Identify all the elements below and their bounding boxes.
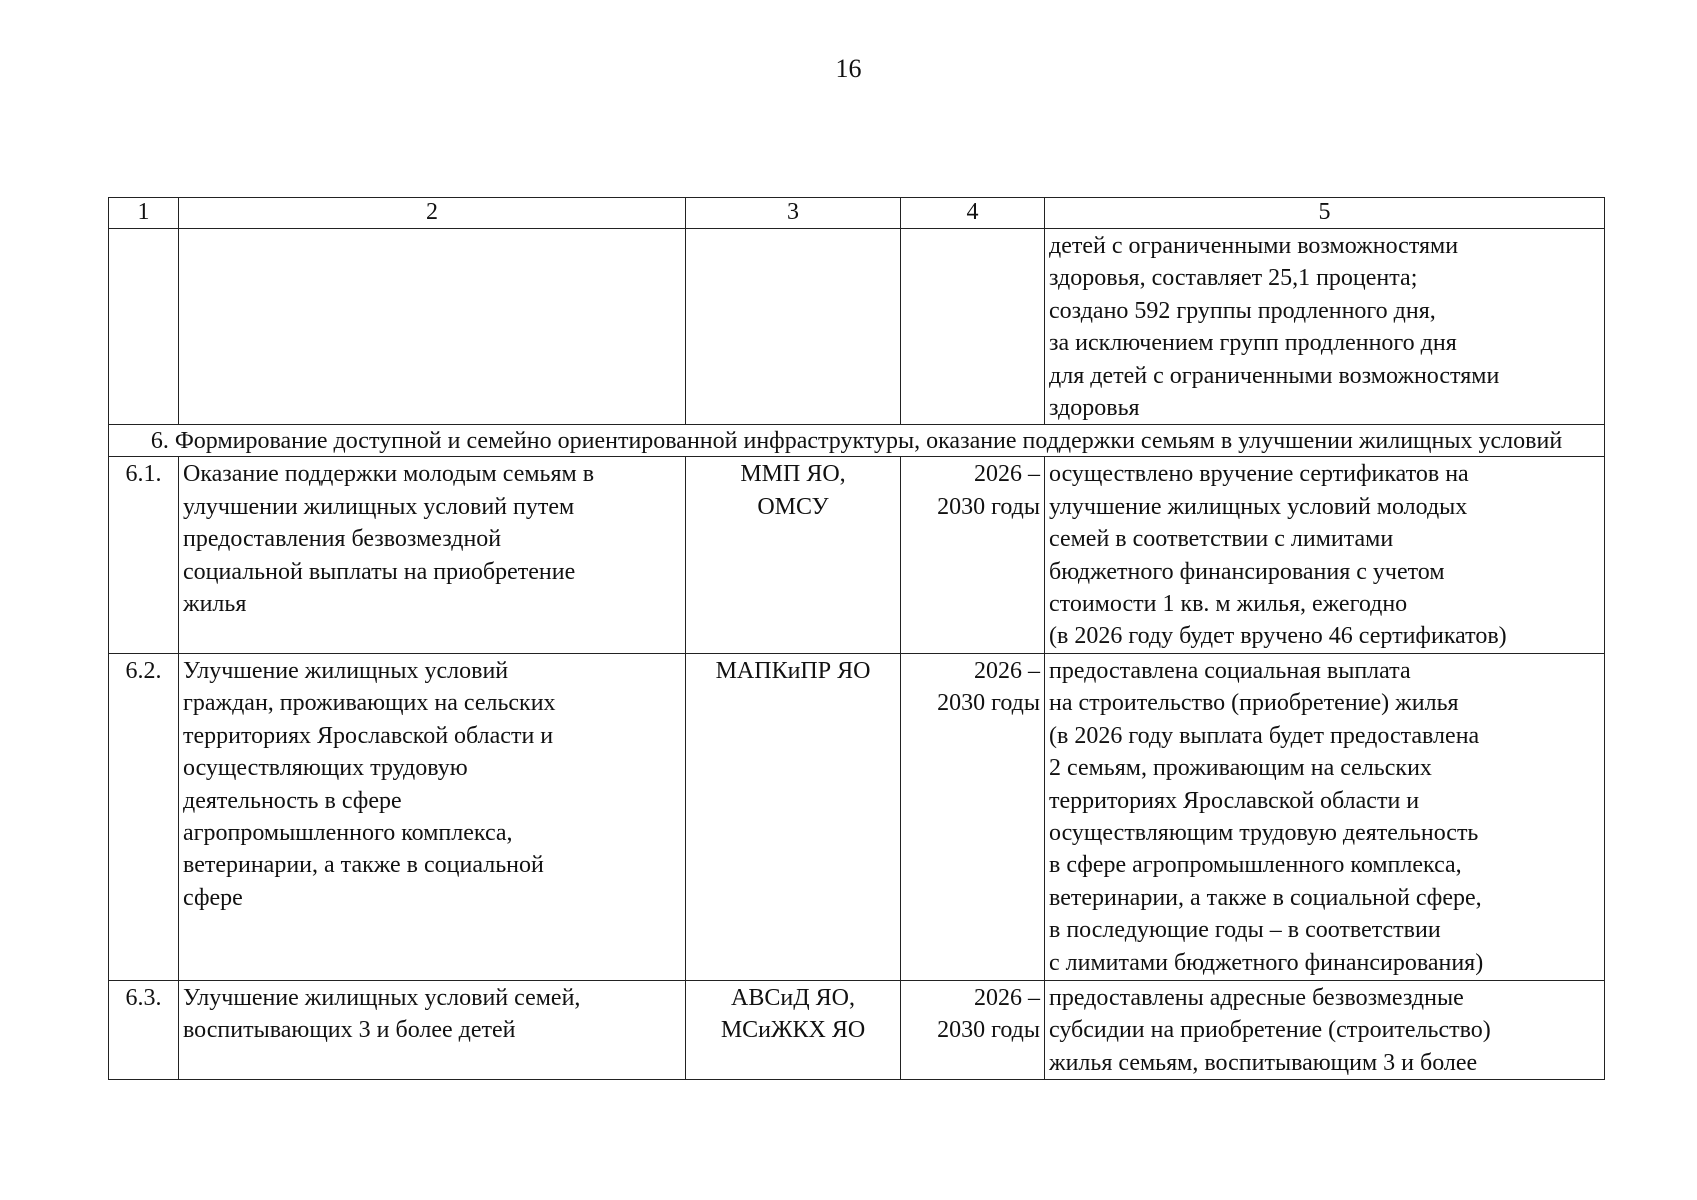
section-title: 6. Формирование доступной и семейно ориентированной инфраструктуры, оказание поддержки семьям в улучшении жилищных условий: [109, 425, 1605, 457]
row-number: 6.1.: [109, 457, 179, 653]
executor-cell: АВСиД ЯО, МСиЖКХ ЯО: [686, 980, 901, 1079]
executor-cell: МАПКиПР ЯО: [686, 653, 901, 980]
period-cell: 2026 – 2030 годы: [901, 980, 1045, 1079]
column-header-4: 4: [901, 198, 1045, 229]
empty-cell: [901, 229, 1045, 425]
column-header-5: 5: [1045, 198, 1605, 229]
empty-cell: [179, 229, 686, 425]
column-header-3: 3: [686, 198, 901, 229]
period-cell: 2026 – 2030 годы: [901, 457, 1045, 653]
table-row: [109, 980, 1605, 1079]
activity-cell: Улучшение жилищных условий семей, воспитывающих 3 и более детей: [179, 980, 686, 1079]
page-number: 16: [835, 54, 862, 83]
result-cell: предоставлены адресные безвозмездные субсидии на приобретение (строительство) жилья семьям, воспитывающим 3 и более: [1045, 980, 1605, 1079]
row-number: 6.3.: [109, 980, 179, 1079]
column-header-1: 1: [109, 198, 179, 229]
activity-cell: Улучшение жилищных условий граждан, проживающих на сельских территориях Ярославской области и осуществляющих трудовую деятельность в сфере агропромышленного комплекса, ветеринарии, а также в социальной сфере: [179, 653, 686, 980]
column-header-2: 2: [179, 198, 686, 229]
empty-cell: [109, 229, 179, 425]
section-row: [109, 425, 1605, 457]
period-cell: 2026 – 2030 годы: [901, 653, 1045, 980]
table-header-row: [109, 198, 1605, 229]
executor-cell: ММП ЯО, ОМСУ: [686, 457, 901, 653]
table-row: [109, 653, 1605, 980]
measures-table: [108, 197, 1605, 1080]
table-row: [109, 457, 1605, 653]
result-cell: детей с ограниченными возможностями здоровья, составляет 25,1 процента; создано 592 группы продленного дня, за исключением групп продленного дня для детей с ограниченными возможностями здоровья: [1045, 229, 1605, 425]
empty-cell: [686, 229, 901, 425]
result-cell: осуществлено вручение сертификатов на улучшение жилищных условий молодых семей в соответствии с лимитами бюджетного финансирования с учетом стоимости 1 кв. м жилья, ежегодно (в 2026 году будет вручено 46 сертификатов): [1045, 457, 1605, 653]
row-number: 6.2.: [109, 653, 179, 980]
result-cell: предоставлена социальная выплата на строительство (приобретение) жилья (в 2026 году выплата будет предоставлена 2 семьям, проживающим на сельских территориях Ярославской области и осуществляющим трудовую деятельность в сфере агропромышленного комплекса, ветеринарии, а также в социальной сфере, в последующие годы – в соответствии с лимитами бюджетного финансирования): [1045, 653, 1605, 980]
table-row-continuation: [109, 229, 1605, 425]
activity-cell: Оказание поддержки молодым семьям в улучшении жилищных условий путем предоставления безвозмездной социальной выплаты на приобретение жилья: [179, 457, 686, 653]
